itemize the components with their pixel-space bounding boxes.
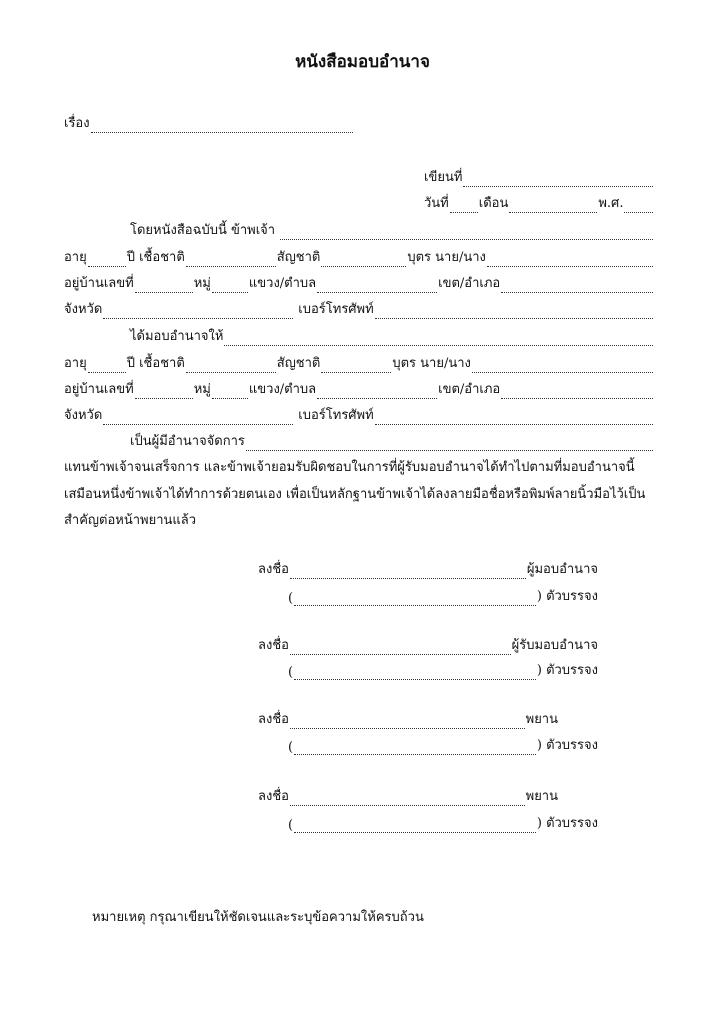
grantee-name-field[interactable] bbox=[224, 333, 653, 346]
grantor-name-field[interactable] bbox=[280, 227, 653, 240]
sign-label: ลงชื่อ bbox=[258, 712, 289, 727]
signer-role: พยาน bbox=[525, 789, 558, 804]
sign-label: ลงชื่อ bbox=[258, 638, 289, 653]
grantor-intro: โดยหนังสือฉบับนี้ ข้าพเจ้า bbox=[130, 223, 276, 238]
month-field[interactable] bbox=[509, 200, 597, 213]
printed-name-label: ) ตัวบรรจง bbox=[536, 589, 598, 604]
day-label: วันที่ bbox=[424, 196, 449, 211]
signature-grantor bbox=[258, 561, 598, 579]
grantee-house-no-field[interactable] bbox=[135, 386, 193, 399]
open-paren: ( bbox=[288, 818, 294, 833]
date-row bbox=[424, 195, 654, 213]
house-no-label: อยู่บ้านเลขที่ bbox=[64, 276, 134, 291]
signature-field[interactable] bbox=[290, 716, 525, 729]
grantee-intro-row bbox=[130, 328, 654, 346]
grantee-nationality-field[interactable] bbox=[321, 360, 391, 373]
document-title: หนังสือมอบอำนาจ bbox=[295, 52, 430, 72]
grantee-phone-field[interactable] bbox=[375, 412, 653, 425]
authority-field[interactable] bbox=[246, 438, 653, 451]
moo-label: หมู่ bbox=[193, 382, 211, 397]
grantee-province-field[interactable] bbox=[103, 412, 293, 425]
grantor-nationality-field[interactable] bbox=[321, 254, 406, 267]
grantee-address-row bbox=[64, 381, 654, 399]
grantee-province-row bbox=[64, 407, 654, 425]
nationality-label: สัญชาติ bbox=[276, 356, 321, 371]
signature-field[interactable] bbox=[290, 566, 526, 579]
subdistrict-label: แขวง/ตำบล bbox=[248, 382, 317, 397]
printed-name-field[interactable] bbox=[294, 820, 536, 833]
open-paren: ( bbox=[288, 740, 294, 755]
nationality-label: สัญชาติ bbox=[276, 250, 321, 265]
ethnicity-label: ปี เชื้อชาติ bbox=[126, 356, 185, 371]
phone-label: เบอร์โทรศัพท์ bbox=[298, 408, 374, 423]
printed-name-witness-2 bbox=[288, 815, 598, 833]
footnote: หมายเหตุ กรุณาเขียนให้ชัดเจนและระบุข้อความให้ครบถ้วน bbox=[92, 910, 424, 925]
month-label: เดือน bbox=[478, 196, 509, 211]
subject-label: เรื่อง bbox=[64, 116, 90, 131]
printed-name-label: ) ตัวบรรจง bbox=[536, 663, 598, 678]
signature-witness-2 bbox=[258, 788, 558, 806]
grantor-age-field[interactable] bbox=[88, 254, 126, 267]
child-of-label: บุตร นาย/นาง bbox=[392, 356, 471, 371]
district-label: เขต/อำเภอ bbox=[438, 276, 501, 291]
grantor-province-row bbox=[64, 301, 654, 319]
printed-name-field[interactable] bbox=[294, 667, 536, 680]
written-at-label: เขียนที่ bbox=[424, 170, 463, 185]
grantor-subdistrict-field[interactable] bbox=[317, 280, 437, 293]
district-label: เขต/อำเภอ bbox=[438, 382, 501, 397]
written-at-row bbox=[424, 169, 654, 187]
age-label: อายุ bbox=[64, 250, 87, 265]
signature-grantee bbox=[258, 637, 598, 655]
province-label: จังหวัด bbox=[64, 302, 103, 317]
subject-row bbox=[64, 115, 354, 133]
signature-field[interactable] bbox=[290, 793, 525, 806]
grantee-intro: ได้มอบอำนาจให้ bbox=[130, 329, 224, 344]
child-of-label: บุตร นาย/นาง bbox=[407, 250, 486, 265]
printed-name-field[interactable] bbox=[294, 593, 536, 606]
printed-name-label: ) ตัวบรรจง bbox=[536, 816, 598, 831]
grantee-subdistrict-field[interactable] bbox=[317, 386, 437, 399]
grantor-ethnicity-field[interactable] bbox=[186, 254, 276, 267]
open-paren: ( bbox=[288, 665, 294, 680]
grantor-district-field[interactable] bbox=[501, 280, 653, 293]
grantor-moo-field[interactable] bbox=[212, 280, 248, 293]
grantee-moo-field[interactable] bbox=[212, 386, 248, 399]
grantor-province-field[interactable] bbox=[103, 306, 293, 319]
grantor-intro-row bbox=[130, 222, 654, 240]
moo-label: หมู่ bbox=[193, 276, 211, 291]
grantee-ethnicity-field[interactable] bbox=[186, 360, 276, 373]
grantor-house-no-field[interactable] bbox=[135, 280, 193, 293]
day-field[interactable] bbox=[450, 200, 478, 213]
grantor-address-row bbox=[64, 275, 654, 293]
signature-field[interactable] bbox=[290, 642, 511, 655]
printed-name-label: ) ตัวบรรจง bbox=[536, 738, 598, 753]
year-label: พ.ศ. bbox=[598, 196, 624, 211]
grantor-parent-field[interactable] bbox=[487, 254, 653, 267]
sign-label: ลงชื่อ bbox=[258, 789, 289, 804]
province-label: จังหวัด bbox=[64, 408, 103, 423]
phone-label: เบอร์โทรศัพท์ bbox=[298, 302, 374, 317]
signer-role: ผู้รับมอบอำนาจ bbox=[511, 638, 598, 653]
grantee-parent-field[interactable] bbox=[472, 360, 653, 373]
printed-name-grantor bbox=[288, 588, 598, 606]
ethnicity-label: ปี เชื้อชาติ bbox=[126, 250, 185, 265]
printed-name-field[interactable] bbox=[294, 742, 536, 755]
grantee-district-field[interactable] bbox=[501, 386, 653, 399]
authority-label: เป็นผู้มีอำนาจจัดการ bbox=[130, 434, 245, 449]
house-no-label: อยู่บ้านเลขที่ bbox=[64, 382, 134, 397]
signature-witness-1 bbox=[258, 711, 558, 729]
grantor-phone-field[interactable] bbox=[375, 306, 653, 319]
grantee-age-field[interactable] bbox=[88, 360, 126, 373]
body-line-2: เสมือนหนึ่งข้าพเจ้าได้ทำการด้วยตนเอง เพื่อเป็นหลักฐานข้าพเจ้าได้ลงลายมือชื่อหรือพิมพ์ลายนิ้วมือไว้เป็น bbox=[64, 487, 646, 502]
subject-field[interactable] bbox=[91, 120, 353, 133]
age-label: อายุ bbox=[64, 356, 87, 371]
grantee-age-row bbox=[64, 355, 654, 373]
body-line-1: แทนข้าพเจ้าจนเสร็จการ และข้าพเจ้ายอมรับผิดชอบในการที่ผู้รับมอบอำนาจได้ทำไปตามที่มอบอำนาจนี้ bbox=[64, 460, 635, 475]
grantor-age-row bbox=[64, 249, 654, 267]
subdistrict-label: แขวง/ตำบล bbox=[248, 276, 317, 291]
printed-name-witness-1 bbox=[288, 737, 598, 755]
printed-name-grantee bbox=[288, 662, 598, 680]
written-at-field[interactable] bbox=[463, 174, 653, 187]
sign-label: ลงชื่อ bbox=[258, 562, 289, 577]
signer-role: ผู้มอบอำนาจ bbox=[526, 562, 598, 577]
year-field[interactable] bbox=[624, 200, 653, 213]
authority-row bbox=[130, 433, 654, 451]
body-line-3: สำคัญต่อหน้าพยานแล้ว bbox=[64, 513, 197, 528]
signer-role: พยาน bbox=[525, 712, 558, 727]
open-paren: ( bbox=[288, 591, 294, 606]
